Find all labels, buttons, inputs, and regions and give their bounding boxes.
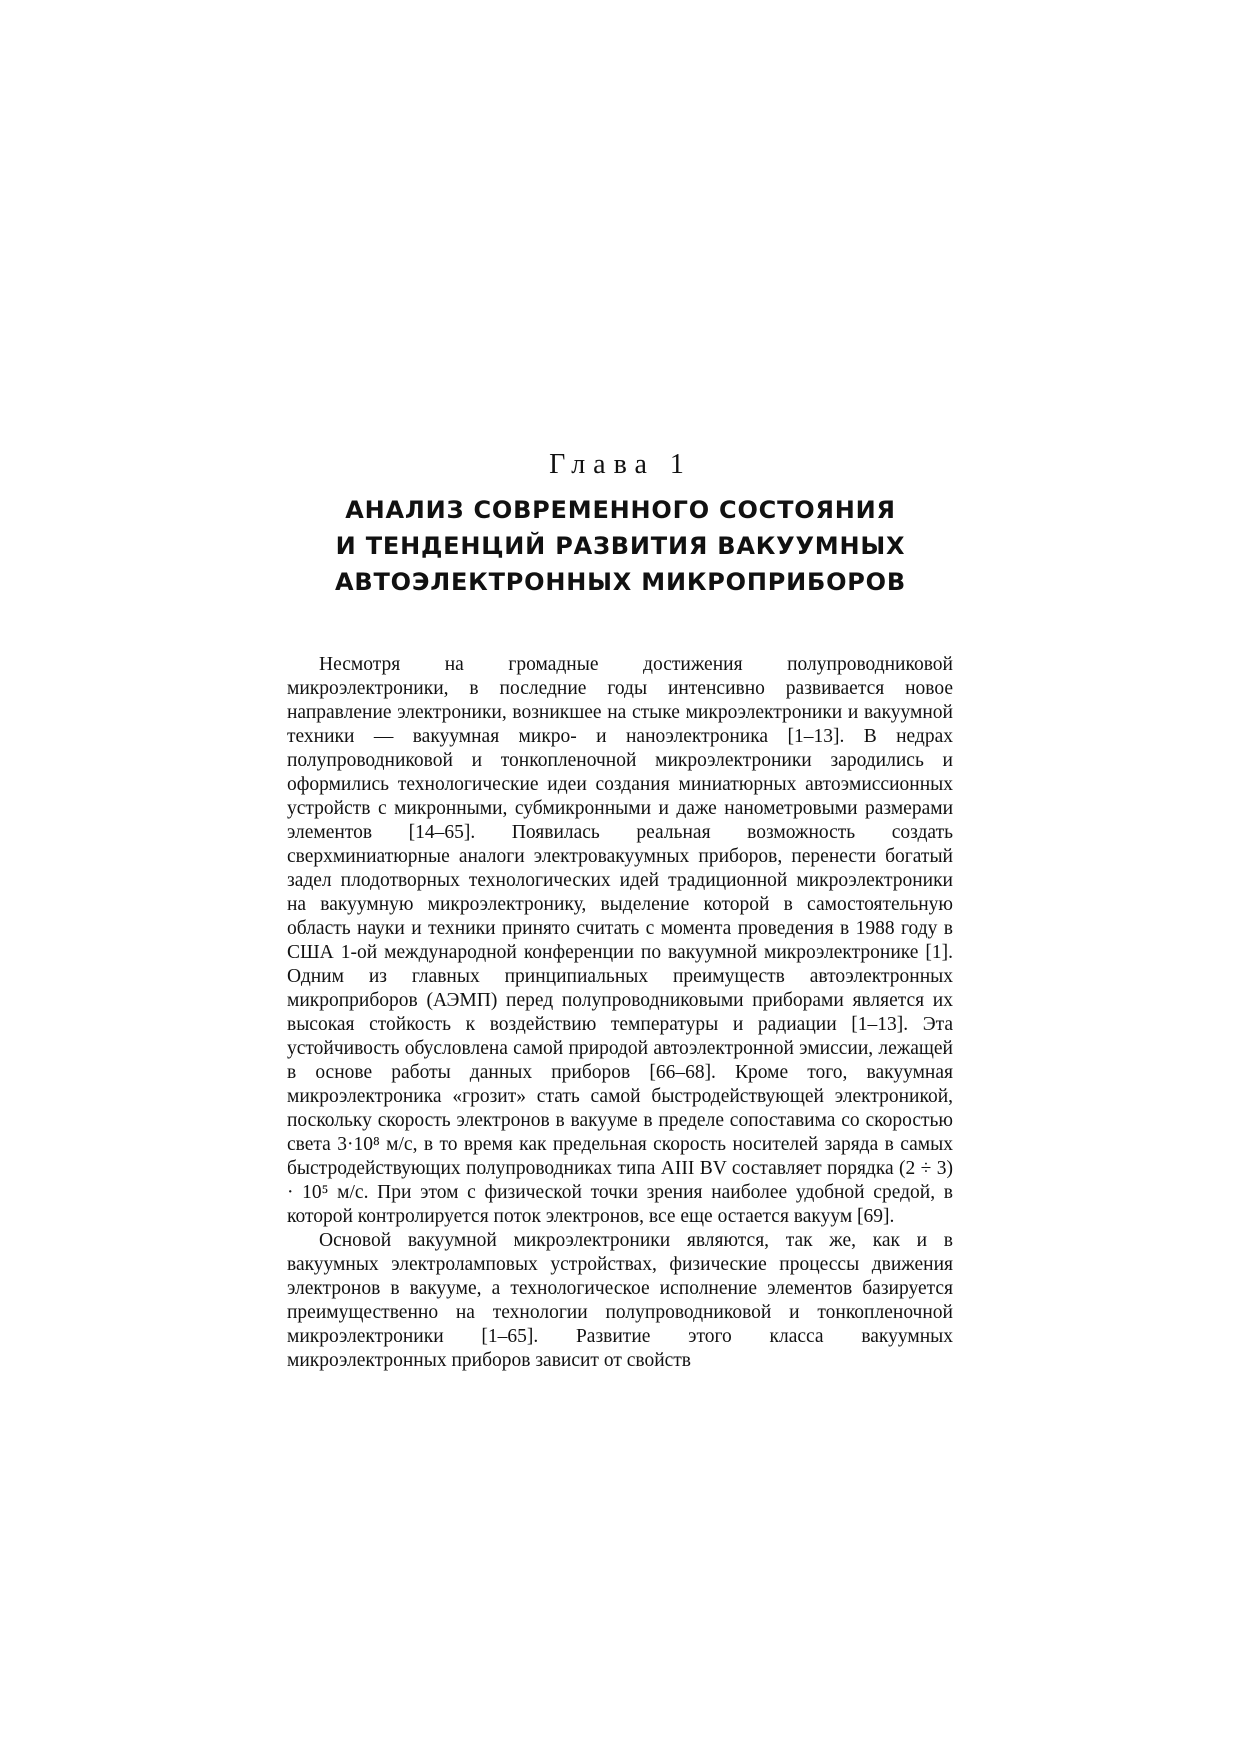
chapter-title-line: И ТЕНДЕНЦИЙ РАЗВИТИЯ ВАКУУМНЫХ [335, 532, 906, 560]
chapter-title-line: АВТОЭЛЕКТРОННЫХ МИКРОПРИБОРОВ [335, 568, 906, 596]
paragraph: Несмотря на громадные достижения полупроводниковой микроэлектроники, в последние годы интенсивно развивается новое направление электроники, возникшее на стыке микроэлектроники и вакуумной техники — вакуумная микро- и наноэлектроника [1–13]. В недрах полупроводниковой и тонкопленочной микроэлектроники зародились и оформились технологические идеи создания миниатюрных автоэмиссионных устройств с микронными, субмикронными и даже нанометровыми размерами элементов [14–65]. Появилась реальная возможность создать сверхминиатюрные аналоги электровакуумных приборов, перенести богатый задел плодотворных технологических идей традиционной микроэлектроники на вакуумную микроэлектронику, выделение которой в самостоятельную область науки и техники принято считать с момента проведения в 1988 году в США 1-ой международной конференции по вакуумной микроэлектронике [1]. Одним из главных принципиальных преимуществ автоэлектронных микроприборов (АЭМП) перед полупроводниковыми приборами является их высокая стойкость к воздействию температуры и радиации [1–13]. Эта устойчивость обусловлена самой природой автоэлектронной эмиссии, лежащей в основе работы данных приборов [66–68]. Кроме того, вакуумная микроэлектроника «грозит» стать самой быстродействующей электроникой, поскольку скорость электронов в вакууме в пределе сопоставима со скоростью света 3·10⁸ м/с, в то время как предельная скорость носителей заряда в самых быстродействующих полупроводниках типа AIII BV составляет порядка (2 ÷ 3) · 10⁵ м/с. При этом с физической точки зрения наиболее удобной средой, в которой контролируется поток электронов, все еще остается вакуум [69]. [287, 654, 953, 1227]
chapter-title [260, 492, 981, 600]
body-text [287, 653, 953, 1373]
chapter-label: Глава 1 [549, 449, 692, 480]
chapter-title-line: АНАЛИЗ СОВРЕМЕННОГО СОСТОЯНИЯ [345, 496, 896, 524]
paragraph: Основой вакуумной микроэлектроники являются, так же, как и в вакуумных электроламповых устройствах, физические процессы движения электронов в вакууме, а технологическое исполнение элементов базируется преимущественно на технологии полупроводниковой и тонкопленочной микроэлектроники [1–65]. Развитие этого класса вакуумных микроэлектронных приборов зависит от свойств [287, 1230, 953, 1371]
